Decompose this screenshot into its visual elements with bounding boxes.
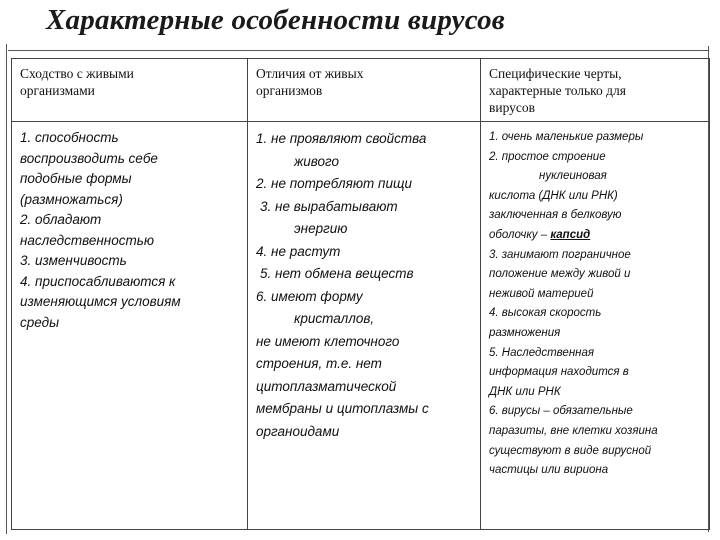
cell-similarity — [12, 122, 248, 530]
list-line: 4. высокая скорость — [489, 307, 602, 320]
list-line: кристаллов, — [294, 311, 375, 326]
header-line: вирусов — [489, 100, 536, 115]
list-line: 1. очень маленькие размеры — [489, 131, 644, 143]
header-line: Специфические черты, — [489, 66, 622, 81]
list-line: 6. вирусы – обязательные — [489, 405, 633, 418]
frame-top-rule — [8, 50, 708, 51]
list-line: 1. способность — [20, 130, 119, 145]
list-line: живого — [294, 153, 340, 169]
cell-specific-traits — [481, 122, 710, 530]
list-line: строения, т.е. нет — [256, 356, 382, 371]
list-line: не имеют клеточного — [256, 333, 400, 349]
list-line: 2. не потребляют пищи — [256, 176, 412, 191]
list-line: 4. приспосабливаются к — [20, 273, 176, 289]
list-line: органоидами — [256, 423, 340, 439]
list-line: 3. изменчивость — [20, 253, 127, 268]
table-body-row — [12, 122, 710, 530]
frame-left-rule — [6, 44, 7, 534]
list-line: ДНК или РНК — [489, 385, 561, 398]
list-line: 2. простое строение — [489, 150, 606, 163]
list-line: 3. не вырабатывают — [260, 198, 398, 214]
page-title: Характерные особенности вирусов — [46, 4, 505, 36]
list-line: частицы или вириона — [489, 464, 609, 477]
header-line: Сходство с живыми — [20, 66, 134, 81]
list-line: воспроизводить себе — [20, 150, 158, 166]
list-line: наследственностью — [20, 232, 154, 248]
cell-differences — [248, 122, 481, 530]
list-line: мембраны и цитоплазмы с — [256, 401, 429, 416]
list-line: цитоплазматической — [256, 378, 397, 394]
list-line: изменяющимся условиям — [20, 294, 181, 309]
list-line: 5. Наследственная — [489, 346, 595, 359]
list-line — [489, 226, 701, 246]
list-line: 1. не проявляют свойства — [256, 131, 427, 146]
list-line: неживой материей — [489, 287, 594, 300]
header-line: характерные только для — [489, 83, 626, 98]
header-line: Отличия от живых — [256, 66, 364, 81]
list-line: паразиты, вне клетки хозяина — [489, 424, 658, 437]
list-line: среды — [20, 314, 60, 330]
list-line: размножения — [489, 326, 561, 339]
list-line: 4. не растут — [256, 243, 341, 259]
header-line: организмами — [20, 83, 95, 98]
capsid-term: капсид — [550, 228, 591, 241]
header-specific-traits — [481, 59, 710, 122]
list-line: энергию — [294, 221, 348, 236]
header-similarity — [12, 59, 248, 122]
header-differences — [248, 59, 481, 122]
virus-features-table — [11, 58, 710, 530]
list-line: кислота (ДНК или РНК) — [489, 189, 618, 202]
list-line: (размножаться) — [20, 191, 123, 207]
list-line: 6. имеют форму — [256, 288, 363, 304]
list-line: информация находится в — [489, 366, 629, 379]
list-line: заключенная в белковую — [489, 209, 622, 222]
list-line-part: оболочку – — [489, 228, 548, 241]
list-line: 5. нет обмена веществ — [260, 266, 414, 281]
list-line: существуют в виде вирусной — [489, 444, 652, 457]
list-line: подобные формы — [20, 171, 132, 186]
list-line: положение между живой и — [489, 268, 631, 281]
list-line: 2. обладают — [20, 212, 102, 227]
list-line: 3. занимают пограничное — [489, 248, 631, 261]
header-line: организмов — [256, 83, 323, 98]
table-header-row — [12, 59, 710, 122]
list-line: нуклеиновая — [539, 170, 607, 183]
